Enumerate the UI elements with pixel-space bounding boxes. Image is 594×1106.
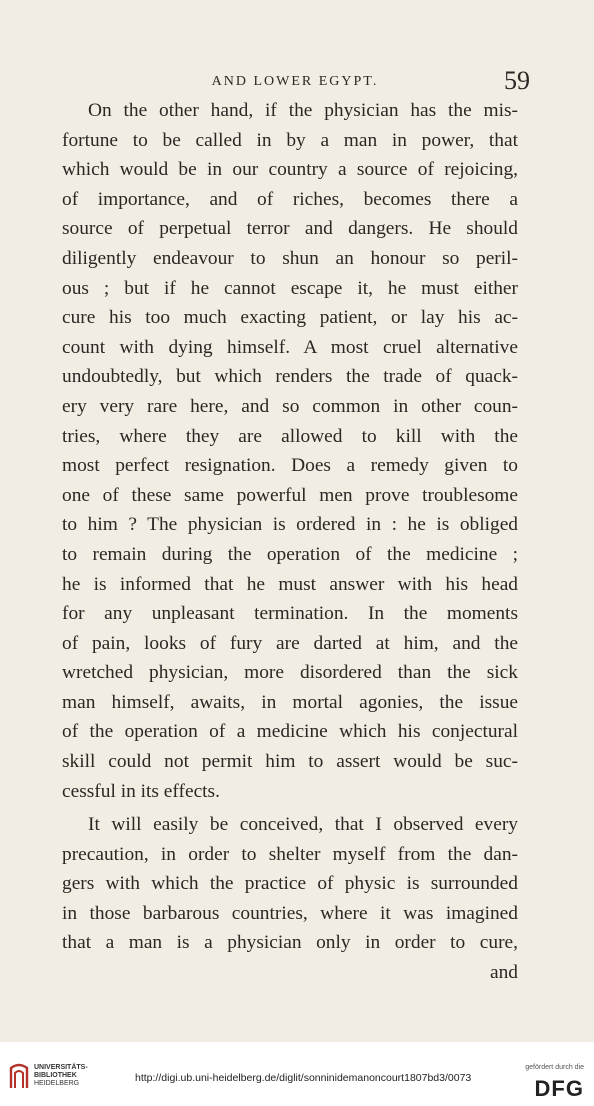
source-url-link[interactable]: http://digi.ub.uni-heidelberg.de/diglit/sonninidemanoncourt1807bd3/0073 bbox=[135, 1072, 472, 1084]
text-line: diligently endeavour to shun an honour so peril- bbox=[62, 247, 518, 269]
text-line: gers with which the practice of physic is surrounded bbox=[62, 873, 518, 895]
running-title: AND LOWER EGYPT. bbox=[211, 74, 379, 89]
paragraph-1 bbox=[62, 96, 518, 806]
text-line: that a man is a physician only in order to cure, bbox=[62, 932, 518, 954]
library-line-3: HEIDELBERG bbox=[34, 1080, 80, 1087]
text-line: of importance, and of riches, becomes there a bbox=[62, 188, 518, 210]
text-line: for any unpleasant termination. In the moments bbox=[62, 603, 518, 625]
paragraph-2 bbox=[62, 810, 518, 988]
text-line: cessful in its effects. bbox=[62, 780, 220, 802]
text-line: cure his too much exacting patient, or lay his ac- bbox=[62, 307, 518, 329]
text-line: of pain, looks of fury are darted at him, and the bbox=[62, 632, 518, 654]
text-line: man himself, awaits, in mortal agonies, the issue bbox=[62, 691, 518, 713]
text-line: tries, where they are allowed to kill with the bbox=[62, 425, 518, 447]
library-name bbox=[34, 1064, 88, 1088]
library-line-1: UNIVERSITÄTS- bbox=[34, 1064, 88, 1071]
text-line: On the other hand, if the physician has the mis- bbox=[88, 100, 518, 121]
text-line: to remain during the operation of the medicine ; bbox=[62, 543, 518, 565]
text-line: he is informed that he must answer with his head bbox=[62, 573, 518, 595]
text-line: in those barbarous countries, where it was imagined bbox=[62, 902, 518, 924]
text-line: of the operation of a medicine which his conjectural bbox=[62, 721, 518, 743]
dfg-logo: DFG bbox=[534, 1076, 584, 1101]
funder-note: gefördert durch die bbox=[525, 1064, 584, 1071]
library-line-2: BIBLIOTHEK bbox=[34, 1072, 77, 1079]
text-line: precaution, in order to shelter myself from the dan- bbox=[62, 843, 518, 865]
text-line: one of these same powerful men prove troublesome bbox=[62, 484, 518, 506]
text-line: undoubtedly, but which renders the trade of quack- bbox=[62, 366, 518, 388]
text-line: fortune to be called in by a man in power, that bbox=[62, 129, 518, 151]
university-library-logo-icon bbox=[8, 1060, 30, 1090]
footer-bar bbox=[0, 1042, 594, 1106]
text-line: ous ; but if he cannot escape it, he must either bbox=[62, 277, 518, 299]
text-line: which would be in our country a source of rejoicing, bbox=[62, 159, 518, 181]
text-line: It will easily be conceived, that I observed every bbox=[88, 814, 518, 835]
text-line: most perfect resignation. Does a remedy given to bbox=[62, 455, 518, 477]
text-line: wretched physician, more disordered than the sick bbox=[62, 662, 518, 684]
text-line: to him ? The physician is ordered in : he is obliged bbox=[62, 514, 518, 536]
text-line: source of perpetual terror and dangers. He should bbox=[62, 218, 518, 240]
page-number: 59 bbox=[504, 66, 530, 95]
text-line: and bbox=[490, 961, 518, 983]
text-line: count with dying himself. A most cruel alternative bbox=[62, 336, 518, 358]
text-line: ery very rare here, and so common in other coun- bbox=[62, 395, 518, 417]
text-line: skill could not permit him to assert would be suc- bbox=[62, 751, 518, 773]
